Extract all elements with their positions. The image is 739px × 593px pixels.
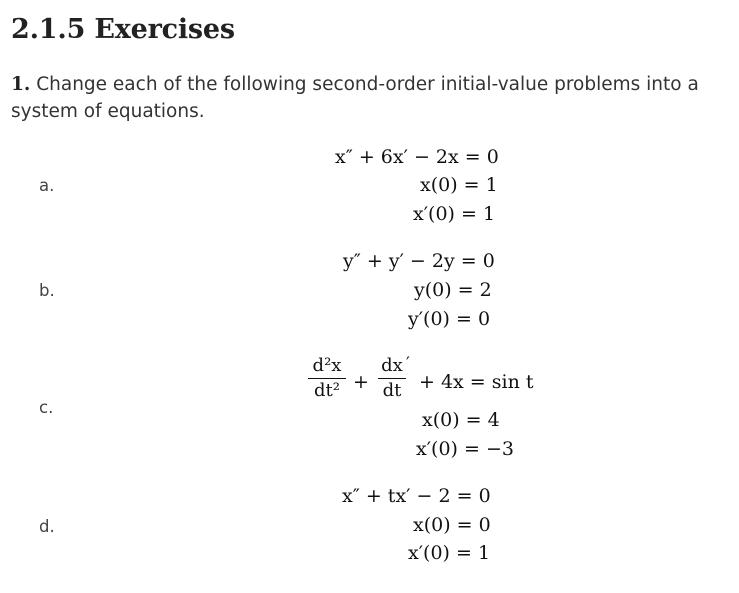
problem-text: Change each of the following second-order initial-value problems into a system of equations. [11, 74, 699, 122]
part-c-frac2-numerator: dx [381, 355, 403, 376]
part-d-label: d. [39, 517, 55, 536]
part-c-first-derivative-fraction [378, 356, 406, 401]
part-b-initial-value-1: y(0) = 2 [414, 279, 492, 301]
part-d-initial-value-2: x′(0) = 1 [408, 542, 491, 564]
part-c-plus-sign: + [353, 371, 369, 393]
part-c-frac1-bar [308, 378, 346, 379]
part-c-initial-value-1: x(0) = 4 [422, 409, 500, 431]
part-c-initial-value-2: x′(0) = −3 [416, 438, 514, 460]
part-a-initial-value-1: x(0) = 1 [420, 174, 498, 196]
part-d-initial-value-1: x(0) = 0 [413, 514, 491, 536]
part-c-frac2-bar [378, 378, 406, 379]
part-b-label: b. [39, 281, 55, 300]
part-c-frac1-denominator: dt² [314, 380, 340, 401]
part-c-second-derivative-fraction [308, 356, 346, 401]
part-a-label: a. [39, 176, 55, 195]
part-c-prime-mark: ′ [406, 354, 410, 374]
part-a-initial-value-2: x′(0) = 1 [413, 203, 496, 225]
part-b-equation: y″ + y′ − 2y = 0 [343, 250, 495, 272]
part-d-equation: x″ + tx′ − 2 = 0 [342, 485, 491, 507]
problem-number: 1. [11, 74, 31, 95]
part-b-initial-value-2: y′(0) = 0 [408, 308, 491, 330]
part-a-equation: x″ + 6x′ − 2x = 0 [335, 146, 499, 168]
part-c-equation-rest: + 4x = sin t [419, 371, 534, 393]
part-c-frac2-denominator: dt [382, 380, 402, 401]
part-c-label: c. [39, 398, 54, 417]
section-heading: 2.1.5 Exercises [11, 14, 235, 45]
problem-statement [11, 71, 726, 125]
part-c-frac1-numerator: d²x [312, 355, 342, 376]
